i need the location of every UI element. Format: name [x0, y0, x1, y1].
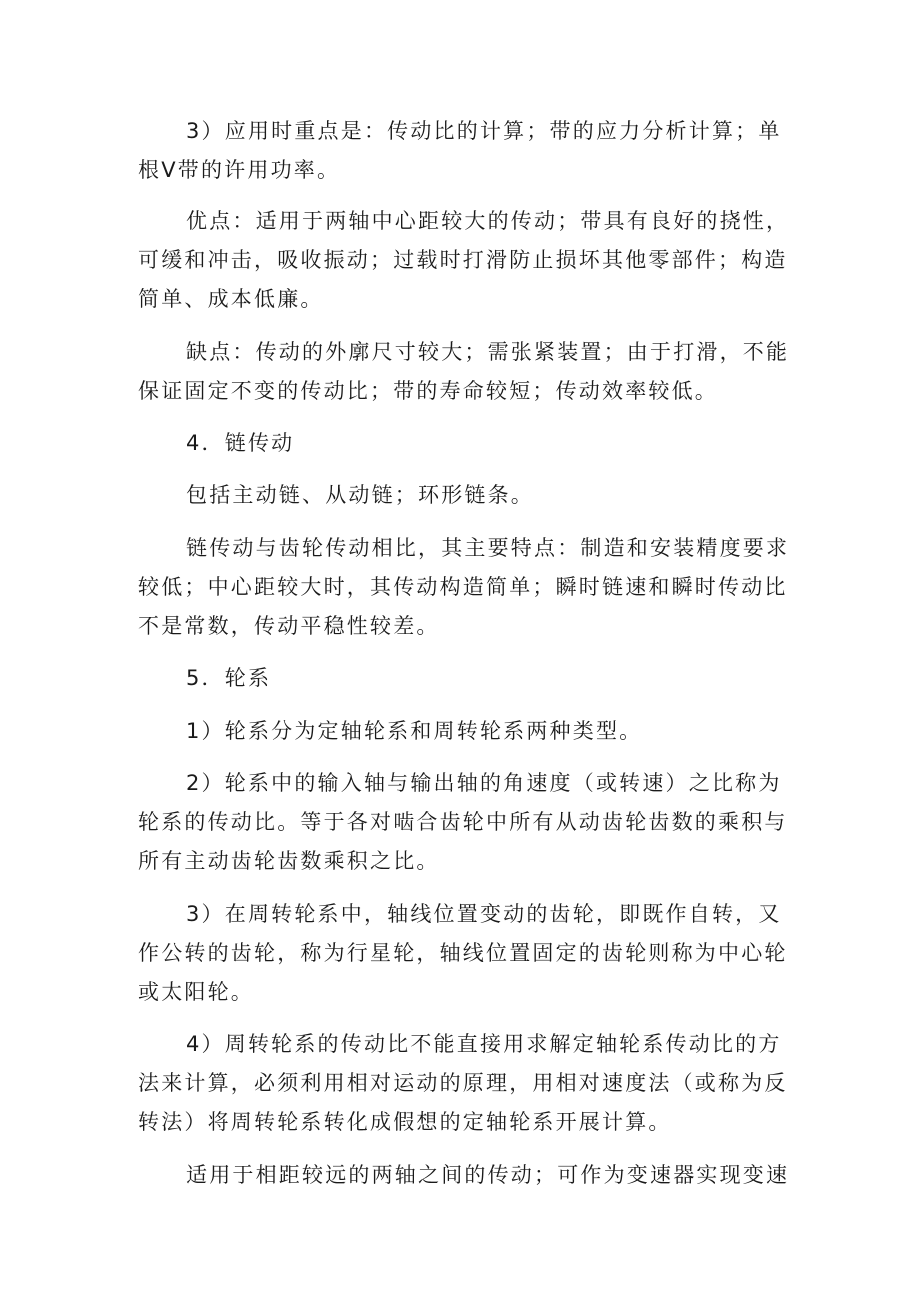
- paragraph-line: 3）在周转轮系中，轴线位置变动的齿轮，即既作自转，又: [186, 902, 782, 926]
- paragraph-line: 2）轮系中的输入轴与输出轴的角速度（或转速）之比称为: [186, 771, 782, 795]
- section-heading: 5．轮系: [186, 666, 272, 690]
- paragraph-line: 简单、成本低廉。: [138, 287, 324, 311]
- paragraph-line: 缺点：传动的外廓尺寸较大；需张紧装置；由于打滑，不能: [186, 340, 790, 364]
- paragraph-line: 不是常数，传动平稳性较差。: [138, 614, 440, 638]
- paragraph-line: 转法）将周转轮系转化成假想的定轴轮系开展计算。: [138, 1110, 672, 1134]
- paragraph-line: 根V带的许用功率。: [138, 158, 341, 182]
- paragraph-line: 较低；中心距较大时，其传动构造简单；瞬时链速和瞬时传动比: [138, 575, 788, 599]
- paragraph-line: 4）周转轮系的传动比不能直接用求解定轴轮系传动比的方: [186, 1032, 782, 1056]
- paragraph-line: 作公转的齿轮，称为行星轮，轴线位置固定的齿轮则称为中心轮: [138, 941, 788, 965]
- paragraph-line: 包括主动链、从动链；环形链条。: [186, 483, 534, 507]
- paragraph-line: 所有主动齿轮齿数乘积之比。: [138, 849, 440, 873]
- paragraph-line: 可缓和冲击，吸收振动；过载时打滑防止损坏其他零部件；构造: [138, 248, 788, 272]
- paragraph-line: 法来计算，必须利用相对运动的原理，用相对速度法（或称为反: [138, 1071, 788, 1095]
- paragraph-line: 1）轮系分为定轴轮系和周转轮系两种类型。: [186, 719, 643, 743]
- paragraph-line: 轮系的传动比。等于各对啮合齿轮中所有从动齿轮齿数的乘积与: [138, 810, 788, 834]
- paragraph-line: 保证固定不变的传动比；带的寿命较短；传动效率较低。: [138, 379, 718, 403]
- paragraph-line: 或太阳轮。: [138, 980, 254, 1004]
- section-heading: 4．链传动: [186, 431, 295, 455]
- paragraph-line: 3）应用时重点是：传动比的计算；带的应力分析计算；单: [186, 119, 782, 143]
- paragraph-line: 优点：适用于两轴中心距较大的传动；带具有良好的挠性，: [186, 209, 790, 233]
- paragraph-line: 适用于相距较远的两轴之间的传动；可作为变速器实现变速: [186, 1163, 790, 1187]
- paragraph-line: 链传动与齿轮传动相比，其主要特点：制造和安装精度要求: [186, 536, 790, 560]
